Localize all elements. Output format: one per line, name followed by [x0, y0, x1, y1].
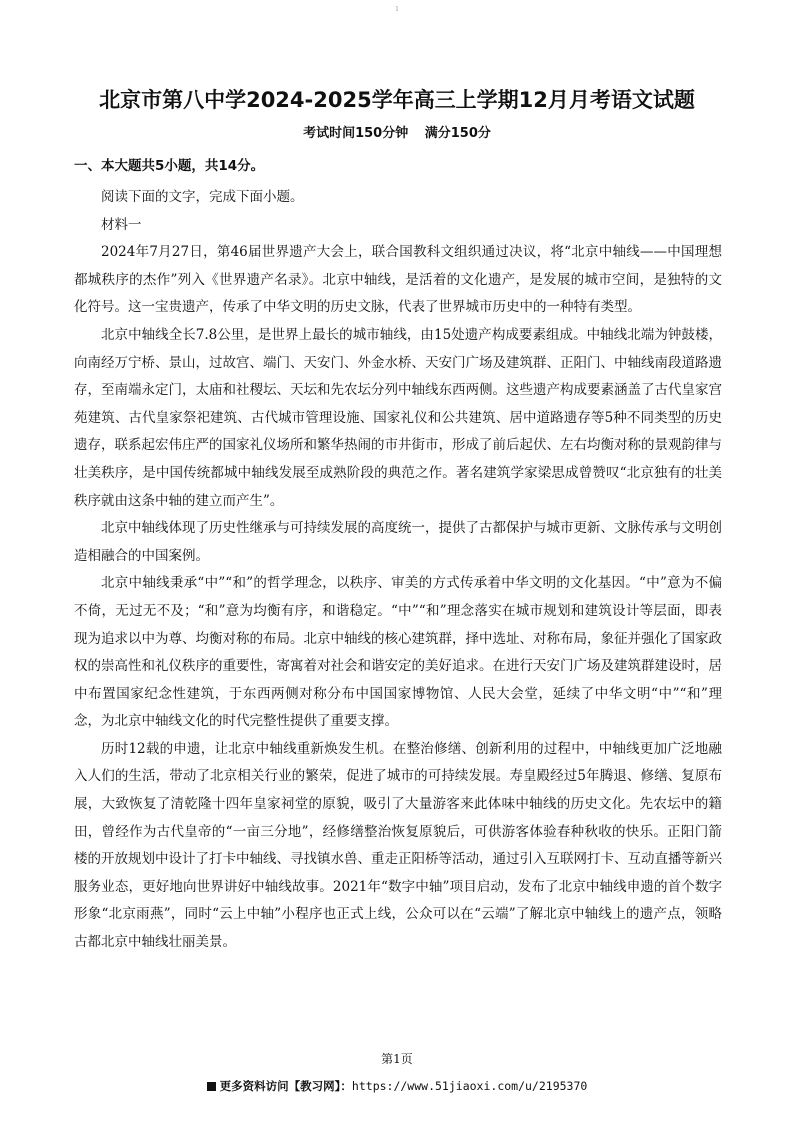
page-number: 第1页	[381, 1052, 413, 1066]
paragraph: 北京中轴线全长7.8公里，是世界上最长的城市轴线，由15处遗产构成要素组成。中轴线北端为钟鼓楼，向南经万宁桥、景山，过故宫、端门、天安门、外金水桥、天安门广场及建筑群、正阳门、中轴线南段道路遗存，至南端永定门，太庙和社稷坛、天坛和先农坛分列中轴线东西两侧。这些遗产构成要素涵盖了古代皇家宫苑建筑、古代皇家祭祀建筑、古代城市管理设施、国家礼仪和公共建筑、居中道路遗存等5种不同类型的历史遗存，联系起宏伟庄严的国家礼仪场所和繁华热闹的市井街市，形成了前后起伏、左右均衡对称的景观韵律与壮美秩序，是中国传统都城中轴线发展至成熟阶段的典范之作。著名建筑学家梁思成曾赞叹“北京独有的壮美秩序就由这条中轴的建立而产生”。	[74, 326, 722, 509]
section-heading: 一、本大题共5小题，共14分。	[74, 158, 265, 174]
paragraph: 北京中轴线秉承“中”“和”的哲学理念，以秩序、审美的方式传承着中华文明的文化基因。“中”意为不偏不倚，无过无不及；“和”意为均衡有序，和谐稳定。“中”“和”理念落实在城市规划和建筑设计等层面，即表现为追求以中为尊、均衡对称的布局。北京中轴线的核心建筑群，择中选址、对称布局，象征并强化了国家政权的崇高性和礼仪秩序的重要性，寄寓着对社会和谐安定的美好追求。在进行天安门广场及建筑群建设时，居中布置国家纪念性建筑，于东西两侧对称分布中国国家博物馆、人民大会堂，延续了中华文明“中”“和”理念，为北京中轴线文化的时代完整性提供了重要支撑。	[74, 575, 722, 730]
reading-passage	[74, 184, 722, 957]
paragraph: 2024年7月27日，第46届世界遗产大会上，联合国教科文组织通过决议，将“北京中轴线——中国理想都城秩序的杰作”列入《世界遗产名录》。北京中轴线，是活着的文化遗产，是发展的城市空间，是独特的文化符号。这一宝贵遗产，传承了中华文明的历史文脉，代表了世界城市历史中的一种特有类型。	[74, 244, 722, 316]
exam-info: 考试时间150分钟 满分150分	[303, 126, 491, 141]
instruction-text: 阅读下面的文字，完成下面小题。	[101, 189, 304, 205]
top-page-mark: 1	[395, 6, 399, 13]
footer-ad-text: 更多资料访问【教习网】：	[219, 1079, 352, 1093]
footer-ad-link[interactable]: https://www.51jiaoxi.com/u/2195370	[351, 1079, 588, 1093]
paragraph: 历时12载的申遗，让北京中轴线重新焕发生机。在整治修缮、创新利用的过程中，中轴线更加广泛地融入人们的生活，带动了北京相关行业的繁荣，促进了城市的可持续发展。寿皇殿经过5年腾退、修缮、复原布展，大致恢复了清乾隆十四年皇家祠堂的原貌，吸引了大量游客来此体味中轴线的历史文化。先农坛中的籍田，曾经作为古代皇帝的“一亩三分地”，经修缮整治恢复原貌后，可供游客体验春种秋收的快乐。正阳门箭楼的开放规划中设计了打卡中轴线、寻找镇水兽、重走正阳桥等活动，通过引入互联网打卡、互动直播等新兴服务业态，更好地向世界讲好中轴线故事。2021年“数字中轴”项目启动，发布了北京中轴线申遗的首个数字形象“北京雨燕”，同时“云上中轴”小程序也正式上线，公众可以在“云端”了解北京中轴线上的遗产点，领略古都北京中轴线壮丽美景。	[74, 740, 722, 951]
material-label: 材料一	[101, 216, 142, 233]
page-title: 北京市第八中学2024-2025学年高三上学期12月月考语文试题	[99, 88, 695, 112]
flag-icon	[207, 1082, 216, 1091]
paragraph: 北京中轴线体现了历史性继承与可持续发展的高度统一，提供了古都保护与城市更新、文脉传承与文明创造相融合的中国案例。	[74, 520, 722, 564]
footer-ad	[0, 1078, 794, 1094]
